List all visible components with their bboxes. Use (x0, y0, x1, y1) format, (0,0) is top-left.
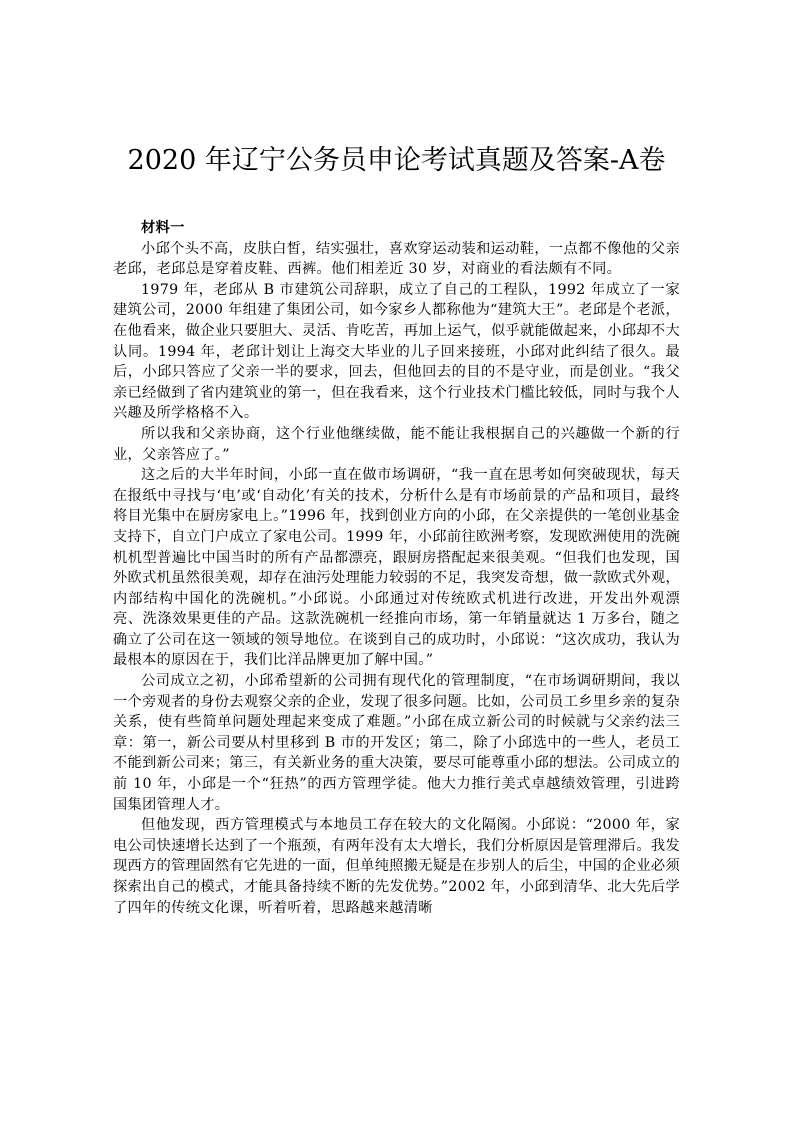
paragraph: 公司成立之初，小邱希望新的公司拥有现代化的管理制度，“在市场调研期间，我以一个旁观者的身份去观察父亲的企业，发现了很多问题。比如，公司员工乡里乡亲的复杂关系，使有些简单问题处理起来变成了难题。”小邱在成立新公司的时候就与父亲约法三章：第一，新公司要从村里移到 B 市的开发区；第二，除了小邱选中的一些人，老员工不能到新公司来；第三，有关新业务的重大决策，要尽可能尊重小邱的想法。公司成立的前 10 年，小邱是一个“狂热”的西方管理学徒。他大力推行美式卓越绩效管理，引进跨国集团管理人才。 (113, 673, 680, 813)
paragraph: 小邱个头不高，皮肤白皙，结实强壮，喜欢穿运动装和运动鞋，一点都不像他的父亲老邱，老邱总是穿着皮鞋、西裤。他们相差近 30 岁，对商业的看法颇有不同。 (113, 240, 680, 278)
section-heading: 材料一 (141, 220, 185, 236)
document-title: 2020 年辽宁公务员申论考试真题及答案-A卷 (127, 145, 666, 176)
document-body (113, 218, 680, 918)
paragraph: 但他发现，西方管理模式与本地员工存在较大的文化隔阂。小邱说：“2000 年，家电公司快速增长达到了一个瓶颈，有两年没有太大增长，我们分析原因是管理滞后。我发现西方的管理固然有它先进的一面，但单纯照搬无疑是在步别人的后尘，中国的企业必须探索出自己的模式，才能具备持续不断的先发优势。”2002 年，小邱到清华、北大先后学了四年的传统文化课，听着听着，思路越来越清晰 (113, 817, 680, 916)
paragraph: 所以我和父亲协商，这个行业他继续做，能不能让我根据自己的兴趣做一个新的行业，父亲答应了。” (113, 425, 680, 463)
paragraph: 1979 年，老邱从 B 市建筑公司辞职，成立了自己的工程队，1992 年成立了一家建筑公司，2000 年组建了集团公司，如今家乡人都称他为“建筑大王”。老邱是个老派，在他看来，做企业只要胆大、灵活、肯吃苦，再加上运气，似乎就能做起来，小邱却不大认同。1994 年，老邱计划让上海交大毕业的儿子回来接班，小邱对此纠结了很久。最后，小邱只答应了父亲一半的要求，回去，但他回去的目的不是守业，而是创业。“我父亲已经做到了省内建筑业的第一，但在我看来，这个行业技术门槛比较低，同时与我个人兴趣及所学格格不入。 (113, 281, 680, 422)
paragraph: 这之后的大半年时间，小邱一直在做市场调研，“我一直在思考如何突破现状，每天在报纸中寻找与‘电’或‘自动化’有关的技术，分析什么是有市场前景的产品和项目，最终将目光集中在厨房家电上。”1996 年，找到创业方向的小邱，在父亲提供的一笔创业基金支持下，自立门户成立了家电公司。1999 年，小邱前往欧洲考察，发现欧洲使用的洗碗机机型普遍比中国当时的所有产品都漂亮，跟厨房搭配起来很美观。“但我们也发现，国外欧式机虽然很美观，却存在油污处理能力较弱的不足，我突发奇想，做一款欧式外观，内部结构中国化的洗碗机。”小邱说。小邱通过对传统欧式机进行改进，开发出外观漂亮、洗涤效果更佳的产品。这款洗碗机一经推向市场，第一年销量就达 1 万多台，随之确立了公司在这一领域的领导地位。在谈到自己的成功时，小邱说：“这次成功，我认为最根本的原因在于，我们比洋品牌更加了解中国。” (113, 467, 680, 669)
